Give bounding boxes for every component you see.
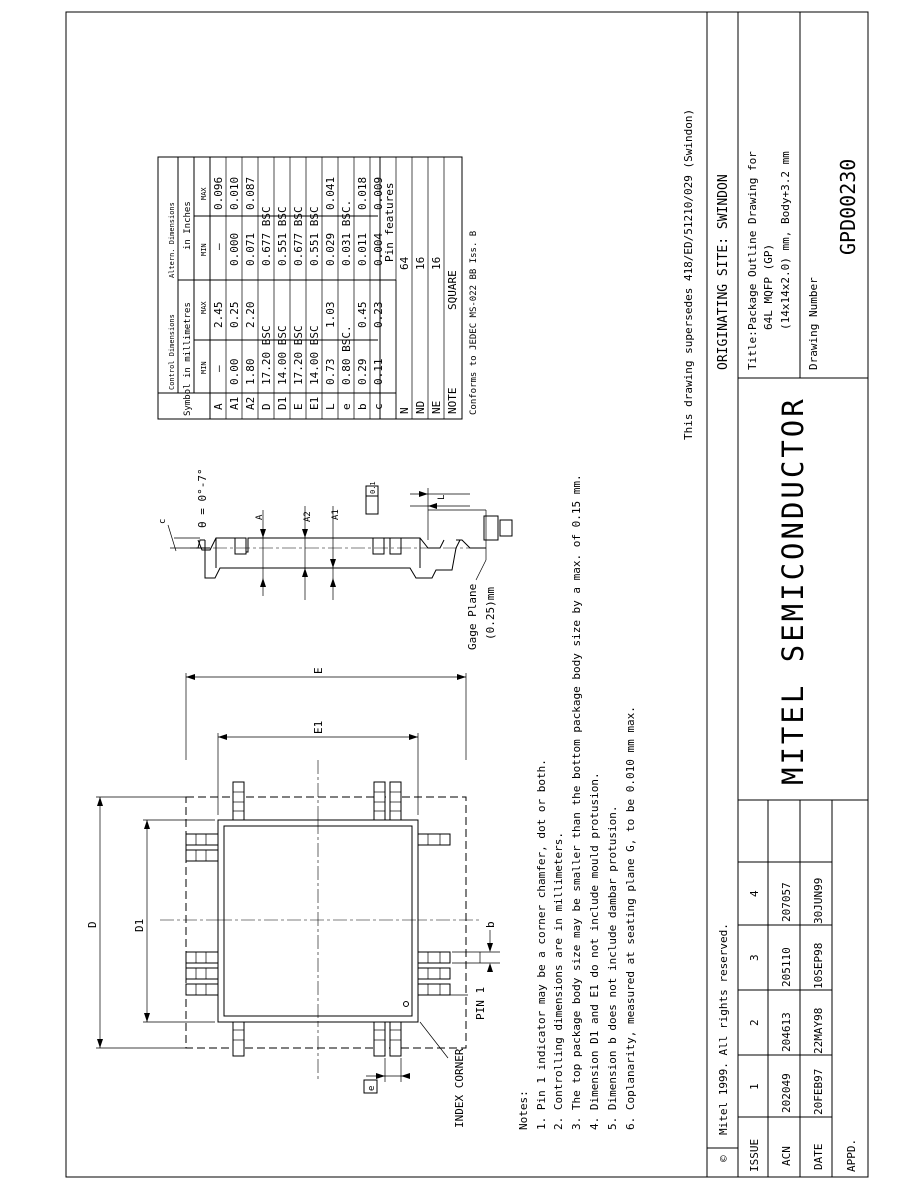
table-max-in: MAX [200,187,208,200]
pin-row-value-3: SQUARE [446,270,459,310]
table-cell-r0-c0: A [212,403,225,410]
table-cell-r1-c2: 0.25 [228,301,241,328]
table-cell-r7-c4: 0.041 [324,176,337,210]
table-cell-r6-c1: 14.00 BSC [308,325,321,385]
rev-issue-4: 4 [748,890,761,897]
table-cell-r10-c0: c [372,403,385,410]
copyright-text: Mitel 1999. All rights reserved. [717,923,730,1135]
table-max-mm: MAX [200,301,208,314]
table-rows [212,177,385,410]
table-altern-header: Altern. Dimensions [168,202,176,278]
table-cell-r9-c4: 0.018 [356,176,369,210]
rev-issue-3: 3 [748,954,761,961]
table-cell-r6-c0: E1 [308,396,321,410]
table-cell-r3-c0: D [260,403,273,410]
table-cell-r4-c1: 14.00 BSC [276,325,289,385]
table-cell-r0-c2: 2.45 [212,301,225,328]
pin-row-label-1: ND [414,400,427,414]
table-cell-r9-c0: b [356,403,369,410]
side-view [168,486,512,600]
note-1: 1. Pin 1 indicator may be a corner chamfer, dot or both. [535,759,548,1130]
rev-acn-label: ACN [780,1146,793,1166]
rev-date-1: 20FEB97 [812,1068,825,1115]
table-pin-rows [398,256,459,414]
table-cell-r6-c3: 0.551 BSC [308,206,321,266]
label-D: D [86,921,99,928]
pin-row-value-0: 64 [398,256,411,270]
table-cell-r9-c3: 0.011 [356,232,369,266]
table-cell-r3-c1: 17.20 BSC [260,325,273,385]
table-min-mm: MIN [200,361,208,374]
label-gage-plane: Gage Plane [466,583,479,650]
table-dash-mm-r0: — [212,365,225,372]
table-cell-r1-c3: 0.000 [228,232,241,266]
table-cell-r10-c4: 0.009 [372,176,385,210]
table-cell-r1-c1: 0.00 [228,358,241,385]
table-dash-in-r0: — [212,243,225,250]
rev-issue-1: 1 [748,1083,761,1090]
table-cell-r7-c1: 0.73 [324,358,337,385]
supersedes-note: This drawing supersedes 418/ED/51210/029 (Swindon) [682,108,695,440]
label-b: b [484,921,497,928]
table-cell-r7-c2: 1.03 [324,301,337,328]
table-cell-r10-c2: 0.23 [372,301,385,328]
table-cell-r1-c4: 0.010 [228,176,241,210]
rev-date-3: 10SEP98 [812,942,825,989]
note-2: 2. Controlling dimensions are in millimeters. [552,831,565,1130]
table-cell-r2-c4: 0.087 [244,176,257,210]
pin-row-label-0: N [398,407,411,414]
table-cell-r2-c3: 0.071 [244,232,257,266]
label-theta: θ = 0°-7° [196,468,209,528]
table-cell-r9-c1: 0.29 [356,358,369,385]
rev-acn-2: 204613 [780,1012,793,1052]
title-label: Title: [746,330,759,370]
table-pin-features: Pin features [383,182,396,262]
table-altern-sub: in Inches [183,201,193,250]
table-cell-r2-c1: 1.80 [244,358,257,385]
rev-acn-1: 202049 [780,1073,793,1113]
table-cell-r3-c3: 0.677 BSC [260,206,273,266]
table-conforms: Conforms to JEDEC MS-022 BB Iss. B [469,230,479,415]
company-name: MITEL SEMICONDUCTOR [776,396,810,785]
rev-date-4: 30JUN99 [812,877,825,924]
top-view [96,673,500,1093]
drawing-number-label: Drawing Number [807,277,820,370]
table-cell-r2-c2: 2.20 [244,301,257,328]
notes-title: Notes: [517,1090,530,1130]
title-line-2: 64L MQFP (GP) [762,243,775,330]
pin-row-label-3: NOTE [446,387,459,414]
label-A: A [255,514,265,520]
label-index-corner: INDEX CORNER [453,1048,466,1128]
table-cell-r8-c0: e [340,403,353,410]
label-D1: D1 [133,918,146,932]
table-cell-r7-c3: 0.029 [324,232,337,266]
rev-date-label: DATE [812,1143,825,1170]
label-A2: A2 [303,511,313,522]
label-E1: E1 [312,720,325,734]
table-cell-r0-c4: 0.096 [212,176,225,210]
table-cell-r5-c1: 17.20 BSC [292,325,305,385]
label-pin1: PIN 1 [474,986,487,1020]
table-cell-r5-c0: E [292,403,305,410]
drawing-number: GPD00230 [836,158,860,255]
rev-date-2: 22MAY98 [812,1007,825,1054]
rev-acn-3: 205110 [780,947,793,987]
table-cell-r10-c3: 0.004 [372,232,385,266]
label-coplan: 0.1 [369,481,377,494]
label-e: e [367,1085,377,1091]
label-gage-value: (0.25)mm [484,587,497,640]
table-control-header: Control Dimensions [168,314,176,390]
table-cell-r1-c0: A1 [228,396,241,410]
table-cell-r9-c2: 0.45 [356,301,369,328]
rev-appd-label: APPD. [845,1138,858,1172]
rev-issue-label: ISSUE [748,1138,761,1172]
table-symbol-header: Symbol [183,383,193,416]
pin-row-value-2: 16 [430,256,443,270]
table-control-sub: in millimetres [183,302,193,378]
table-cell-r4-c3: 0.551 BSC [276,206,289,266]
table-min-in: MIN [200,243,208,256]
originating-site: ORIGINATING SITE: SWINDON [716,174,731,370]
note-5: 5. Dimension b does not include dambar protusion. [606,805,619,1130]
table-cell-r2-c0: A2 [244,396,257,410]
rev-issue-2: 2 [748,1019,761,1026]
label-E: E [312,667,325,674]
pin-row-value-1: 16 [414,256,427,270]
title-line-3: (14x14x2.0) mm, Body+3.2 mm [779,151,792,330]
copyright-symbol: © [717,1155,730,1162]
note-6: 6. Coplanarity, measured at seating plane G, to be 0.010 mm max. [624,706,637,1130]
label-c: c [158,518,168,524]
note-4: 4. Dimension D1 and E1 do not include mould protusion. [588,772,601,1130]
title-line-1: Package Outline Drawing for [746,151,759,330]
note-3: 3. The top package body size may be smaller than the bottom package body size by a max. of 0.15 mm. [570,474,583,1130]
table-cell-r4-c0: D1 [276,396,289,410]
label-L: L [437,494,447,500]
pin-row-label-2: NE [430,400,443,414]
table-cell-r10-c1: 0.11 [372,358,385,385]
rev-acn-4: 207057 [780,882,793,922]
table-cell-r5-c3: 0.677 BSC [292,206,305,266]
table-cell-r8-c3: 0.031 BSC. [340,199,353,266]
table-cell-r7-c0: L [324,403,337,410]
label-A1: A1 [331,509,341,520]
table-cell-r8-c1: 0.80 BSC. [340,325,353,385]
